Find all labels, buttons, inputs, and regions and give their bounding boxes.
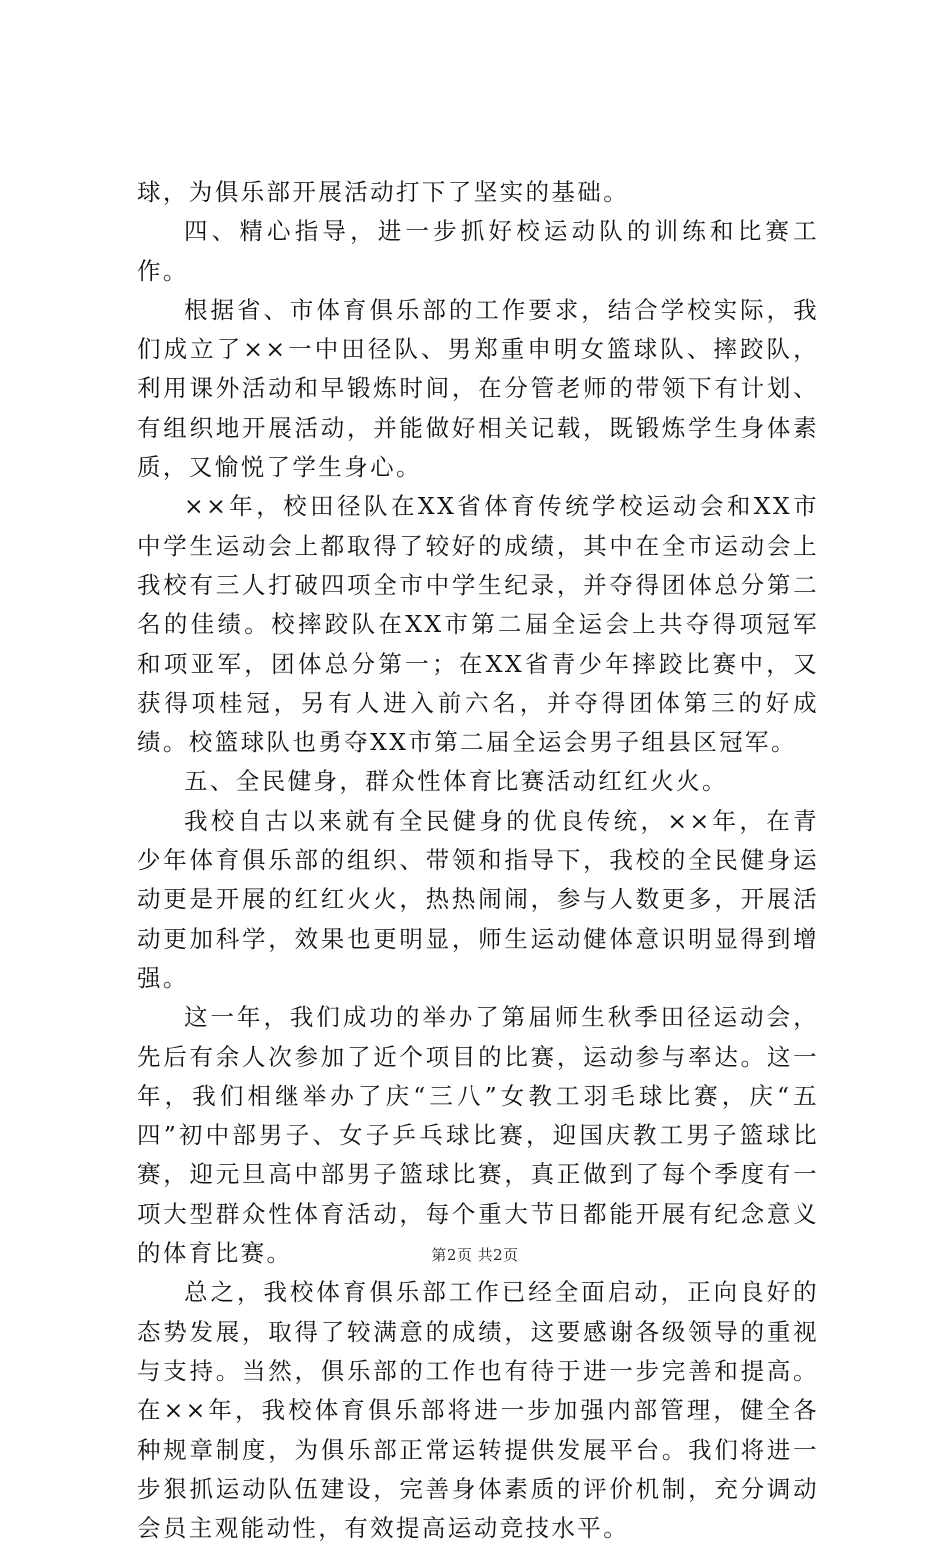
section-heading-five: 五、全民健身，群众性体育比赛活动红红火火。 <box>184 767 728 796</box>
paragraph-continuation: 球，为俱乐部开展活动打下了坚实的基础。 <box>137 178 630 206</box>
paragraph-results: ××年，校田径队在XX省体育传统学校运动会和XX市中学生运动会上都取得了较好的成绩，其中在全市运动会上我校有三人打破四项全市中学生纪录，并夺得团体总分第二名的佳绩。校摔跤队在XX市第二届全运会上共夺得项冠军和项亚军，团体总分第一；在XX省青少年摔跤比赛中，又获得项桂冠，另有人进入前六名，并夺得团体第三的好成绩。校篮球队也勇夺XX市第二届全运会男子组县区冠军。 <box>137 492 819 757</box>
page-number-footer: 第2页 共2页 <box>431 1246 519 1264</box>
section-heading-four: 四、精心指导，进一步抓好校运动队的训练和比赛工作。 <box>137 217 819 285</box>
paragraph-events: 这一年，我们成功的举办了第届师生秋季田径运动会，先后有余人次参加了近个项目的比赛，运动参与率达。这一年，我们相继举办了庆“三八”女教工羽毛球比赛，庆“五四”初中部男子、女子乒乓球比赛，迎国庆教工男子篮球比赛，迎元旦高中部男子篮球比赛，真正做到了每个季度有一项大型群众性体育活动，每个重大节日都能开展有纪念意义的体育比赛。 <box>137 1003 819 1268</box>
paragraph-teams: 根据省、市体育俱乐部的工作要求，结合学校实际，我们成立了××一中田径队、男郑重申明女篮球队、摔跤队，利用课外活动和早锻炼时间，在分管老师的带领下有计划、有组织地开展活动，并能做好相关记载，既锻炼学生身体素质，又愉悦了学生身心。 <box>137 295 819 482</box>
paragraph-fitness: 我校自古以来就有全民健身的优良传统，××年，在青少年体育俱乐部的组织、带领和指导下，我校的全民健身运动更是开展的红红火火，热热闹闹，参与人数更多，开展活动更加科学，效果也更明显，师生运动健体意识明显得到增强。 <box>137 806 819 992</box>
document-body <box>137 173 819 1548</box>
paragraph-summary: 总之，我校体育俱乐部工作已经全面启动，正向良好的态势发展，取得了较满意的成绩，这要感谢各级领导的重视与支持。当然，俱乐部的工作也有待于进一步完善和提高。在××年，我校体育俱乐部将进一步加强内部管理，健全各种规章制度，为俱乐部正常运转提供发展平台。我们将进一步狠抓运动队伍建设，完善身体素质的评价机制，充分调动会员主观能动性，有效提高运动竞技水平。 <box>137 1278 819 1543</box>
